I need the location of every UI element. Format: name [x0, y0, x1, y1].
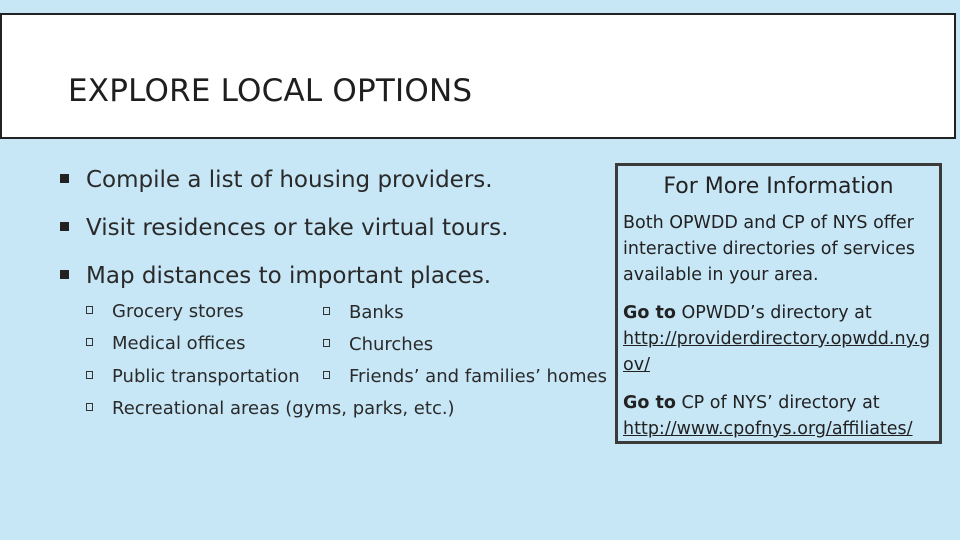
cp-directory [623, 390, 939, 416]
hollow-square-bullet-icon [323, 307, 330, 315]
cp-link[interactable]: http://www.cpofnys.org/affiliates/ [623, 419, 913, 439]
bullet-map [60, 263, 491, 289]
square-bullet-icon [60, 222, 69, 231]
info-intro: Both OPWDD and CP of NYS offer interactive directories of services available in your area. [623, 213, 916, 285]
go-to-label: Go to [623, 393, 676, 413]
bullet-text: Compile a list of housing providers. [86, 167, 493, 193]
place-label: Churches [349, 334, 434, 355]
hollow-square-bullet-icon [86, 403, 93, 411]
opwdd-link[interactable]: http://providerdirectory.opwdd.ny.gov/ [623, 329, 931, 375]
place-label: Medical offices [112, 333, 246, 354]
info-body [623, 210, 939, 442]
bullet-text: Map distances to important places. [86, 263, 492, 289]
go-to-label: Go to [623, 303, 676, 323]
place-label: Grocery stores [112, 301, 244, 322]
place-label: Banks [349, 302, 404, 323]
square-bullet-icon [60, 174, 69, 183]
slide-title: EXPLORE LOCAL OPTIONS [68, 73, 473, 109]
place-medical [86, 333, 245, 354]
hollow-square-bullet-icon [323, 371, 330, 379]
hollow-square-bullet-icon [86, 371, 93, 379]
place-churches [323, 334, 433, 355]
cp-text: CP of NYS’ directory at [675, 393, 880, 413]
hollow-square-bullet-icon [86, 306, 93, 314]
place-label: Recreational areas (gyms, parks, etc.) [112, 398, 455, 419]
opwdd-directory [623, 300, 939, 326]
opwdd-text: OPWDD’s directory at [675, 303, 872, 323]
info-title: For More Information [663, 174, 894, 199]
bullet-text: Visit residences or take virtual tours. [86, 215, 509, 241]
place-label: Friends’ and families’ homes [349, 366, 607, 387]
title-box [0, 13, 956, 139]
hollow-square-bullet-icon [323, 339, 330, 347]
place-label: Public transportation [112, 366, 300, 387]
place-homes [323, 366, 607, 387]
more-info-box [615, 163, 942, 444]
square-bullet-icon [60, 270, 69, 279]
place-recreation [86, 398, 455, 419]
place-banks [323, 302, 404, 323]
bullet-visit [60, 215, 508, 241]
bullet-compile [60, 167, 493, 193]
hollow-square-bullet-icon [86, 338, 93, 346]
place-transport [86, 366, 300, 387]
place-grocery [86, 301, 244, 322]
